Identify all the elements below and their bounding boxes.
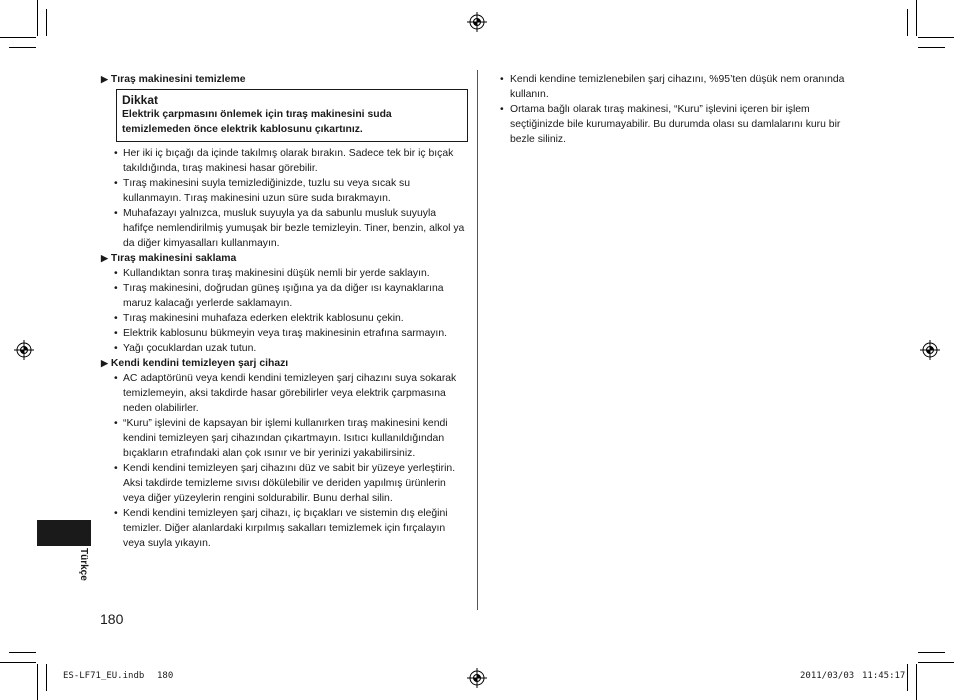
bullet-icon: •	[114, 373, 118, 384]
crop-mark	[918, 37, 954, 38]
list-item	[103, 506, 468, 551]
list-item	[103, 146, 468, 176]
bullet-icon: •	[114, 208, 118, 219]
crop-mark	[918, 47, 945, 48]
list-item	[500, 102, 860, 147]
list-item	[500, 72, 860, 102]
list-item	[103, 266, 468, 281]
language-label: Türkçe	[78, 548, 89, 581]
bullet-icon: •	[114, 283, 118, 294]
section-heading	[101, 251, 468, 266]
arrow-icon: ▶	[101, 74, 108, 84]
list-item	[103, 311, 468, 326]
warning-box	[116, 89, 468, 142]
bullet-icon: •	[114, 343, 118, 354]
section-heading-text: Kendi kendini temizleyen şarj cihazı	[110, 358, 289, 369]
bullet-icon: •	[114, 148, 118, 159]
list-item	[103, 206, 468, 251]
crop-mark	[907, 9, 908, 36]
crop-mark	[918, 662, 954, 663]
list-item-text: AC adaptörünü veya kendi kendini temizleyen şarj cihazını suya sokarak temizlemeyin, aksi takdirde hasar görebilirler veya elektrik çarpmasına neden olabilirler.	[123, 373, 457, 414]
list-item-text: “Kuru” işlevini de kapsayan bir işlemi kullanırken tıraş makinesini kendi kendini temizleyen şarj cihazından çıkartmayın. Isıtıcı kullanıldığından bıçakların etrafındaki alan çok ısınır ve bir yerinizi yakabilirsiniz.	[123, 418, 448, 459]
list-item	[103, 371, 468, 416]
list-item	[103, 281, 468, 311]
list-item-text: Kendi kendini temizleyen şarj cihazını düz ve sabit bir yüzeye yerleştirin. Aksi takdirde temizleme sıvısı dökülebilir ve deriden yapılmış ürünlerin veya diğer yüzeylerin rengini soldurabilir. Bunu derhal silin.	[123, 463, 456, 504]
crop-mark	[918, 652, 945, 653]
list-item	[103, 326, 468, 341]
crop-mark	[37, 664, 38, 700]
list-item-text: Elektrik kablosunu bükmeyin veya tıraş makinesinin etrafına sarmayın.	[123, 328, 447, 339]
left-column	[103, 72, 468, 551]
language-tab	[37, 520, 91, 546]
warning-title: Dikkat	[122, 93, 159, 107]
bullet-list	[500, 72, 860, 147]
list-item-text: Kendi kendini temizleyen şarj cihazı, iç bıçakları ve sistemin dış eleğini temizler. Diğer alanlardaki kırpılmış sakalları temizlemek için fırçalayın veya suyla yıkayın.	[123, 508, 448, 549]
registration-mark-icon	[920, 340, 940, 360]
list-item	[103, 461, 468, 506]
crop-mark	[907, 664, 908, 691]
crop-mark	[0, 37, 36, 38]
bullet-icon: •	[114, 463, 118, 474]
bullet-list	[103, 146, 468, 251]
bullet-icon: •	[114, 508, 118, 519]
list-item-text: Kendi kendine temizlenebilen şarj cihazını, %95’ten düşük nem oranında kullanın.	[510, 74, 845, 100]
bullet-list	[103, 371, 468, 551]
bullet-icon: •	[114, 268, 118, 279]
right-column	[500, 72, 860, 147]
bullet-icon: •	[114, 418, 118, 429]
list-item-text: Tıraş makinesini suyla temizlediğinizde, tuzlu su veya sıcak su kullanmayın. Tıraş makinesini uzun süre suda bırakmayın.	[123, 178, 411, 204]
list-item	[103, 416, 468, 461]
list-item-text: Yağı çocuklardan uzak tutun.	[123, 343, 257, 354]
bullet-list	[103, 266, 468, 356]
crop-mark	[37, 0, 38, 36]
crop-mark	[9, 47, 36, 48]
bullet-icon: •	[500, 104, 504, 115]
section-heading-text: Tıraş makinesini saklama	[110, 253, 237, 264]
list-item-text: Kullandıktan sonra tıraş makinesini düşük nemli bir yerde saklayın.	[123, 268, 430, 279]
list-item-text: Her iki iç bıçağı da içinde takılmış olarak bırakın. Sadece tek bir iç bıçak takıldığında, tıraş makinesi hasar görebilir.	[123, 148, 454, 174]
footer-time: 11:45:17	[862, 671, 906, 681]
warning-text: Elektrik çarpmasını önlemek için tıraş makinesini suda temizlemeden önce elektrik kablosunu çıkartınız.	[122, 109, 392, 135]
bullet-icon: •	[114, 328, 118, 339]
crop-mark	[46, 9, 47, 36]
page-number: 180	[100, 611, 124, 627]
registration-mark-icon	[14, 340, 34, 360]
bullet-icon: •	[114, 313, 118, 324]
list-item	[103, 176, 468, 206]
crop-mark	[9, 652, 36, 653]
list-item-text: Tıraş makinesini, doğrudan güneş ışığına ya da diğer ısı kaynaklarına maruz kalacağı yerlerde saklamayın.	[123, 283, 444, 309]
list-item-text: Muhafazayı yalnızca, musluk suyuyla ya da sabunlu musluk suyuyla hafifçe nemlendirilmiş yumuşak bir bezle temizleyin. Tiner, benzin, alkol ya da diğer kimyasalları kullanmayın.	[123, 208, 465, 249]
bullet-icon: •	[500, 74, 504, 85]
section-heading-text: Tıraş makinesini temizleme	[110, 74, 246, 85]
column-divider	[477, 70, 478, 610]
list-item-text: Tıraş makinesini muhafaza ederken elektrik kablosunu çekin.	[123, 313, 404, 324]
footer-date: 2011/03/03	[800, 671, 855, 681]
crop-mark	[916, 664, 917, 700]
footer-page: 180	[157, 671, 174, 681]
section-heading	[101, 356, 468, 371]
crop-mark	[46, 664, 47, 691]
footer-file: ES-LF71_EU.indb	[63, 671, 145, 681]
bullet-icon: •	[114, 178, 118, 189]
arrow-icon: ▶	[101, 358, 108, 368]
section-heading	[101, 72, 468, 87]
list-item	[103, 341, 468, 356]
registration-mark-icon	[467, 668, 487, 688]
crop-mark	[916, 0, 917, 36]
registration-mark-icon	[467, 12, 487, 32]
list-item-text: Ortama bağlı olarak tıraş makinesi, “Kuru” işlevini içeren bir işlem seçtiğinizde bile kurumayabilir. Bu durumda olası su damlalarını kuru bir bezle siliniz.	[510, 104, 841, 145]
crop-mark	[0, 662, 36, 663]
arrow-icon: ▶	[101, 253, 108, 263]
